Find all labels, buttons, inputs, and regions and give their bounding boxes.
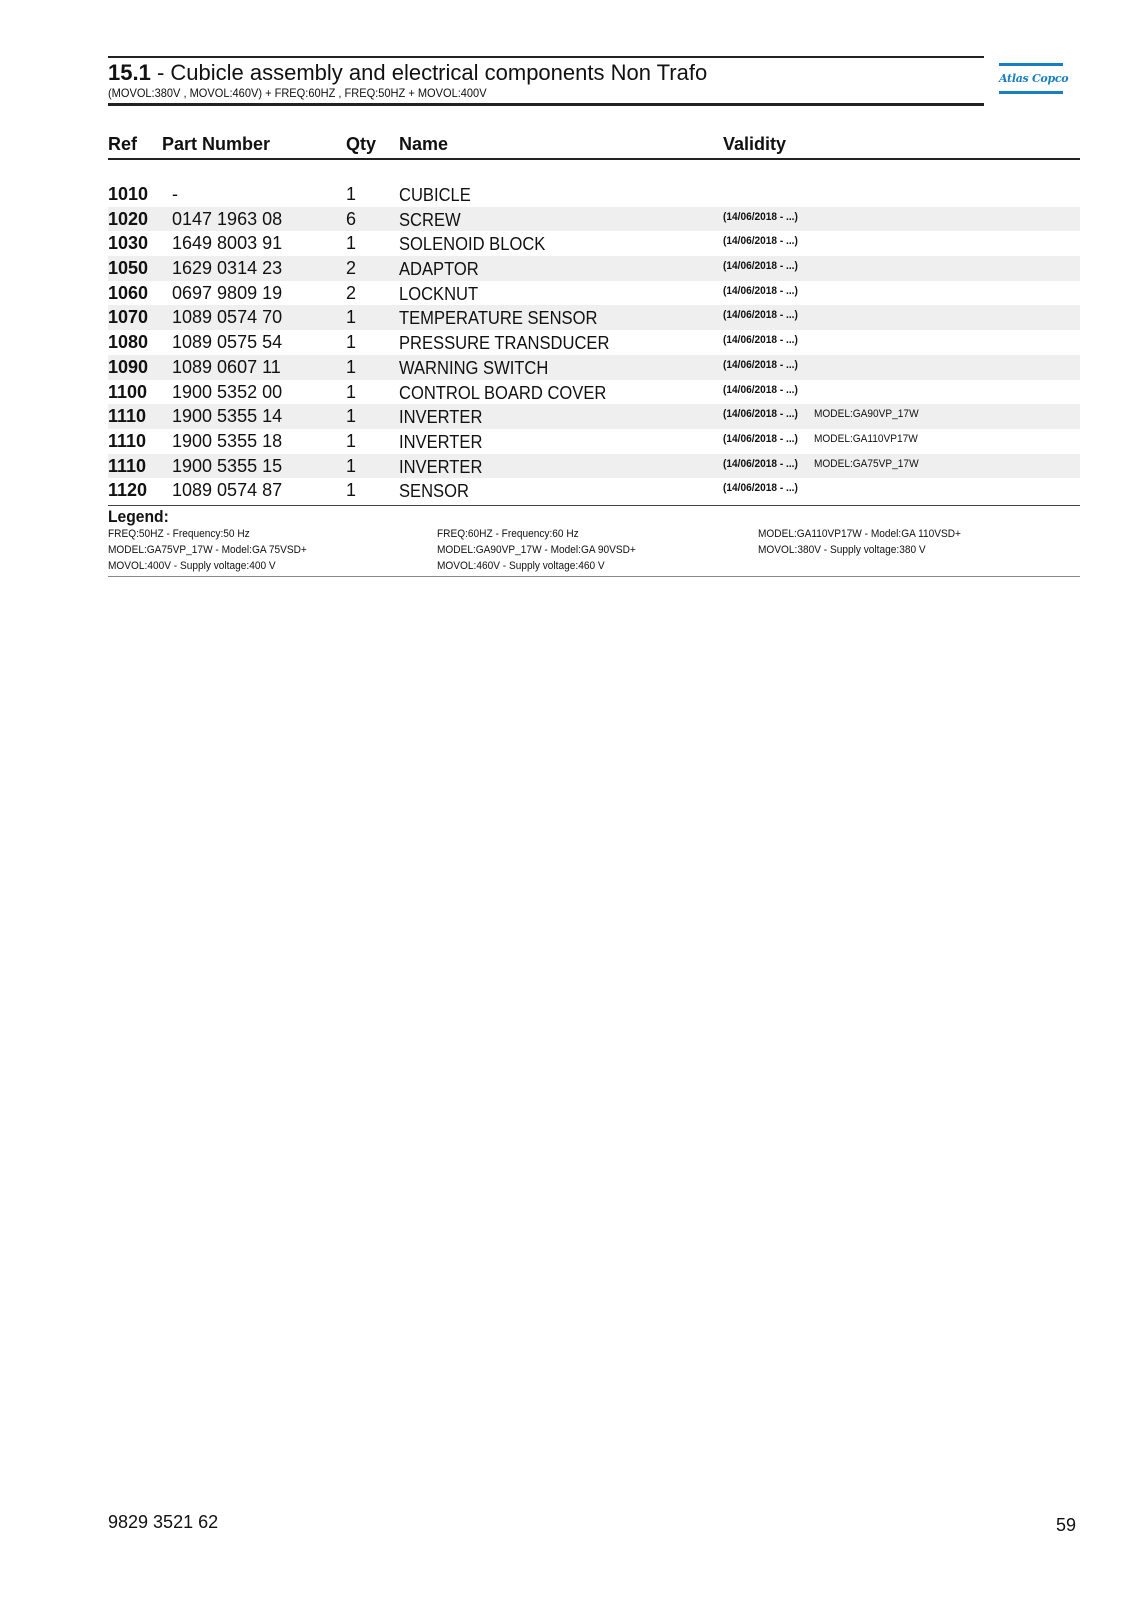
row-ref: 1020 xyxy=(108,208,149,229)
row-ref: 1060 xyxy=(108,282,149,303)
section-subtitle: (MOVOL:380V , MOVOL:460V) + FREQ:60HZ , FREQ:50HZ + MOVOL:400V xyxy=(108,86,487,100)
row-qty: 2 xyxy=(346,282,357,303)
row-part-number: 1900 5355 18 xyxy=(172,430,283,451)
row-name: CUBICLE xyxy=(399,185,471,205)
row-qty: 2 xyxy=(346,258,357,279)
row-validity: (14/06/2018 - ...) xyxy=(723,235,798,248)
section-title: - Cubicle assembly and electrical components Non Trafo xyxy=(150,60,708,85)
row-model: MODEL:GA110VP17W xyxy=(814,432,918,445)
legend-item: MOVOL:460V - Supply voltage:460 V xyxy=(437,560,605,572)
row-validity: (14/06/2018 - ...) xyxy=(723,482,798,495)
table-row xyxy=(108,207,1080,232)
row-name: CONTROL BOARD COVER xyxy=(399,382,607,403)
table-header xyxy=(108,132,1080,160)
legend-item: MODEL:GA110VP17W - Model:GA 110VSD+ xyxy=(758,528,961,540)
row-part-number: 1649 8003 91 xyxy=(172,233,283,254)
header-bottom-rule xyxy=(108,103,984,106)
row-part-number: 1089 0575 54 xyxy=(172,332,283,353)
table-row xyxy=(108,182,1080,207)
row-validity: (14/06/2018 - ...) xyxy=(723,383,798,396)
row-validity: (14/06/2018 - ...) xyxy=(723,260,798,273)
table-row xyxy=(108,305,1080,330)
legend-item: FREQ:50HZ - Frequency:50 Hz xyxy=(108,528,250,540)
row-model: MODEL:GA75VP_17W xyxy=(814,457,919,470)
row-qty: 1 xyxy=(346,332,357,353)
row-qty: 1 xyxy=(346,406,357,427)
col-validity-header: Validity xyxy=(723,134,787,154)
section-header xyxy=(108,56,984,106)
col-part-number-header: Part Number xyxy=(162,134,271,154)
header-top-rule xyxy=(108,56,984,58)
row-validity: (14/06/2018 - ...) xyxy=(723,432,798,445)
table-row xyxy=(108,281,1080,306)
row-validity: (14/06/2018 - ...) xyxy=(723,358,798,371)
page-number: 59 xyxy=(1055,1515,1076,1535)
table-row xyxy=(108,380,1080,405)
row-qty: 6 xyxy=(346,208,357,229)
row-name: INVERTER xyxy=(399,431,483,452)
row-ref: 1050 xyxy=(108,258,149,279)
legend-bottom-rule xyxy=(108,576,1080,577)
row-part-number: 1089 0607 11 xyxy=(172,356,281,377)
row-ref: 1100 xyxy=(108,381,148,402)
page-title xyxy=(108,60,984,86)
table-row xyxy=(108,330,1080,355)
legend-item: MODEL:GA75VP_17W - Model:GA 75VSD+ xyxy=(108,544,307,556)
table-row xyxy=(108,256,1080,281)
col-ref-header: Ref xyxy=(108,134,138,154)
row-qty: 1 xyxy=(346,233,357,254)
col-name-header: Name xyxy=(399,134,449,154)
row-part-number: 1089 0574 70 xyxy=(172,307,283,328)
table-row xyxy=(108,429,1080,454)
table-row xyxy=(108,478,1080,503)
parts-table-body xyxy=(108,182,1080,503)
logo-bar-top xyxy=(999,63,1063,66)
row-part-number: - xyxy=(172,184,178,204)
logo-text: Atlas Copco xyxy=(999,72,1069,85)
row-ref: 1030 xyxy=(108,233,149,254)
row-name: SCREW xyxy=(399,209,461,230)
logo-bar-bottom xyxy=(999,91,1063,94)
row-ref: 1080 xyxy=(108,332,149,353)
row-validity: (14/06/2018 - ...) xyxy=(723,457,798,470)
row-name: INVERTER xyxy=(399,456,483,477)
row-part-number: 1629 0314 23 xyxy=(172,258,283,279)
section-number: 15.1 xyxy=(108,60,151,85)
table-row xyxy=(108,404,1080,429)
row-name: SENSOR xyxy=(399,481,469,502)
table-row xyxy=(108,231,1080,256)
row-ref: 1010 xyxy=(108,184,149,204)
row-name: PRESSURE TRANSDUCER xyxy=(399,333,610,354)
legend-title: Legend: xyxy=(108,507,169,526)
col-qty-header: Qty xyxy=(346,134,377,154)
row-qty: 1 xyxy=(346,480,357,501)
row-qty: 1 xyxy=(346,184,357,204)
table-row xyxy=(108,454,1080,479)
row-name: INVERTER xyxy=(399,407,483,428)
row-validity: (14/06/2018 - ...) xyxy=(723,408,798,421)
table-bottom-rule xyxy=(108,505,1080,506)
row-part-number: 1900 5352 00 xyxy=(172,381,283,402)
table-row xyxy=(108,355,1080,380)
row-validity: (14/06/2018 - ...) xyxy=(723,284,798,297)
legend-item: FREQ:60HZ - Frequency:60 Hz xyxy=(437,528,579,540)
row-ref: 1070 xyxy=(108,307,149,328)
document-number: 9829 3521 62 xyxy=(108,1512,219,1532)
atlas-copco-logo xyxy=(999,63,1069,94)
row-qty: 1 xyxy=(346,430,357,451)
row-validity: (14/06/2018 - ...) xyxy=(723,309,798,322)
row-name: LOCKNUT xyxy=(399,283,479,304)
row-ref: 1110 xyxy=(108,430,147,451)
row-ref: 1090 xyxy=(108,356,149,377)
row-name: ADAPTOR xyxy=(399,259,479,280)
row-ref: 1110 xyxy=(108,455,147,476)
row-validity: (14/06/2018 - ...) xyxy=(723,334,798,347)
row-qty: 1 xyxy=(346,356,357,377)
legend-item: MODEL:GA90VP_17W - Model:GA 90VSD+ xyxy=(437,544,636,556)
row-qty: 1 xyxy=(346,455,357,476)
row-name: TEMPERATURE SENSOR xyxy=(399,308,598,329)
row-ref: 1110 xyxy=(108,406,147,427)
row-part-number: 1089 0574 87 xyxy=(172,480,283,501)
row-qty: 1 xyxy=(346,381,357,402)
row-part-number: 1900 5355 14 xyxy=(172,406,283,427)
row-part-number: 1900 5355 15 xyxy=(172,455,283,476)
row-ref: 1120 xyxy=(108,480,148,501)
row-part-number: 0147 1963 08 xyxy=(172,208,283,229)
row-name: SOLENOID BLOCK xyxy=(399,234,546,255)
row-name: WARNING SWITCH xyxy=(399,357,549,378)
row-part-number: 0697 9809 19 xyxy=(172,282,283,303)
row-model: MODEL:GA90VP_17W xyxy=(814,408,919,421)
row-validity: (14/06/2018 - ...) xyxy=(723,210,798,223)
legend-item: MOVOL:380V - Supply voltage:380 V xyxy=(758,544,926,556)
row-qty: 1 xyxy=(346,307,357,328)
legend-item: MOVOL:400V - Supply voltage:400 V xyxy=(108,560,276,572)
